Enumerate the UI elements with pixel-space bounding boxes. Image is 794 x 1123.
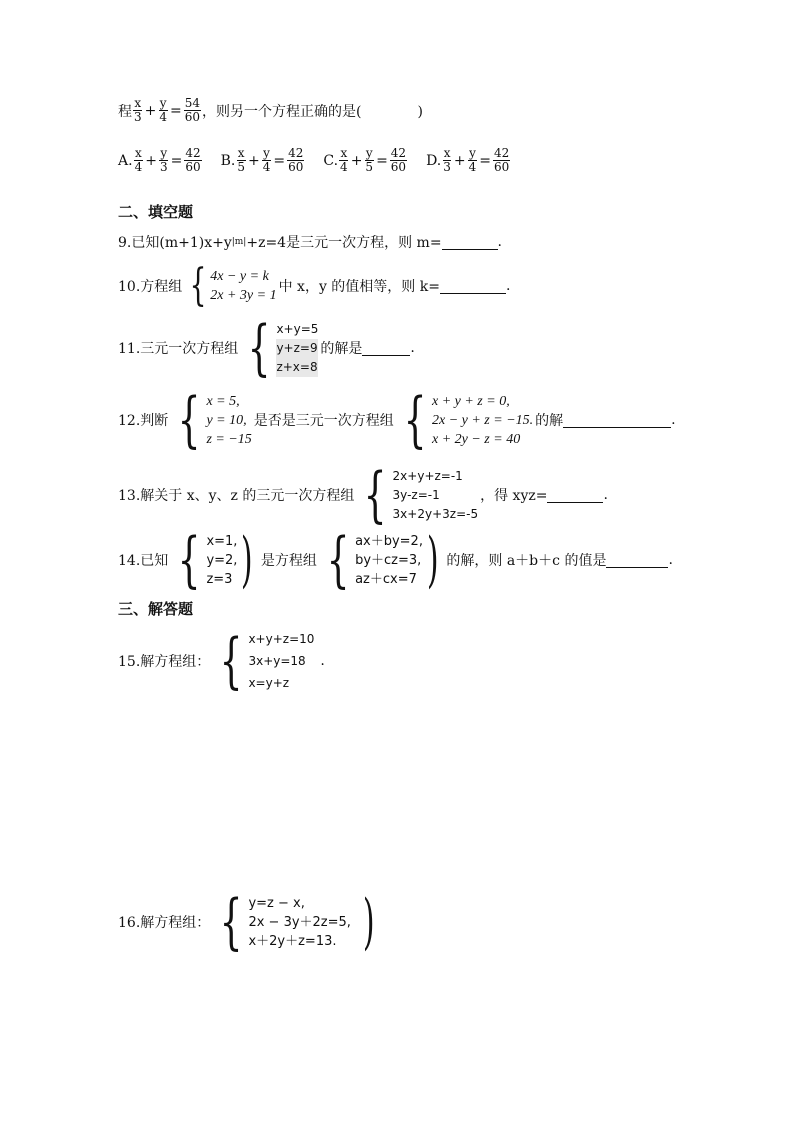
q10-text-2: 中 x，y 的值相等，则 k= [278,279,440,295]
section-title-solve: 三、解答题 [118,600,194,618]
plus-sign: + [350,152,363,169]
q13-text: 13.解关于 x、y、z 的三元一次方程组 [118,488,355,504]
plus-sign: + [145,152,157,169]
option-label: B. [220,152,236,169]
equals-sign: = [170,102,182,119]
q8-suffix: ，则另一个方程正确的是( ) [202,103,423,120]
question-14 [118,525,673,595]
fraction: $\frac{y}{3}$ [159,146,168,174]
fraction: $\frac{x}{4}$ [134,146,143,174]
period: . [671,412,676,428]
option-label: A. [118,152,133,169]
section-title-fill-in: 二、填空题 [118,203,194,221]
question-16 [118,887,382,957]
equation-system: { x+y=5 y+z=9 z+x=8 [247,313,319,383]
equation-system: { x+y+z=10 3x+y=18 x=y+z [219,626,315,696]
period: . [410,340,415,356]
fraction: $\frac{y}{4}$ [262,146,271,174]
fraction: $\frac{42}{60}$ [185,146,201,174]
equals-sign: = [170,152,183,169]
q14-text-2: 是方程组 [260,553,317,569]
q9-exponent: |m| [231,237,247,247]
period: . [668,552,673,568]
q11-text: 11.三元一次方程组 [118,341,239,357]
period: . [497,234,502,250]
fraction: $\frac{42}{60}$ [288,146,304,174]
q8-options [118,147,529,174]
equation-system: { ax＋by=2, by＋cz=3, az＋cx=7 ) [326,525,439,595]
answer-blank[interactable] [362,341,410,356]
option-label: D. [426,152,442,169]
q12-text: 12.判断 [118,413,169,429]
answer-blank[interactable] [547,488,603,503]
fraction: $\frac{y}{5}$ [365,146,374,174]
equals-sign: = [479,152,492,169]
answer-blank[interactable] [606,553,668,568]
q16-text: 16.解方程组： [118,915,211,931]
question-13 [118,460,608,530]
q8-tail [118,97,423,124]
question-10 [118,260,511,311]
q12-text-3: 的解 [535,413,564,429]
q9-text: 9.已知(m+1)x+y [118,235,232,251]
option-b[interactable] [221,147,306,174]
fraction: $\frac{x}{4}$ [340,146,348,174]
fraction: $\frac{54}{60}$ [184,96,201,124]
q12-text-2: 是否是三元一次方程组 [253,413,394,429]
q9-text-2: +z=4是三元一次方程，则 m= [246,235,442,251]
solution-set: { x=1, y=2, z=3 ) [177,525,254,595]
equals-sign: = [273,152,286,169]
q10-text: 10.方程组 [118,279,183,295]
plus-sign: + [453,152,466,169]
fraction: $\frac{x}{3}$ [443,146,451,174]
option-label: C. [323,152,339,169]
fraction: $\frac{42}{60}$ [494,146,510,174]
answer-blank[interactable] [442,235,498,250]
fraction: $\frac{x}{5}$ [237,146,245,174]
period: . [505,278,511,294]
q14-text-3: 的解，则 a＋b＋c 的值是 [446,553,607,569]
answer-blank[interactable] [440,279,506,294]
equals-sign: = [376,152,388,169]
q11-text-2: 的解是 [320,341,363,357]
period: . [603,487,608,503]
question-9 [118,232,502,252]
q8-prefix: 程 [118,103,132,120]
option-c[interactable] [323,147,408,174]
option-d[interactable] [426,147,511,174]
q15-text: 15.解方程组： [118,654,211,670]
fraction: $\frac{y}{4}$ [468,146,477,174]
q13-text-2: ，得 xyz= [480,488,548,504]
answer-blank[interactable] [563,413,671,428]
q14-text: 14.已知 [118,553,169,569]
option-a[interactable] [118,147,203,174]
fraction: $\frac{y}{4}$ [159,96,168,124]
equation-system: { y=z − x, 2x − 3y＋2z=5, x＋2y＋z=13. ) [219,887,375,957]
fraction: $\frac{x}{3}$ [134,96,142,124]
question-11 [118,313,415,383]
plus-sign: + [247,152,260,169]
period: . [320,653,325,669]
equation-system: { 2x+y+z=-1 3y-z=-1 3x+2y+3z=-5 [363,460,479,530]
question-15 [118,628,325,694]
fraction: $\frac{42}{60}$ [390,146,407,174]
solution-set: { x = 5, y = 10, z = −15 [177,385,252,455]
equation-system: { x + y + z = 0, 2x − y + z = −15. x + 2y − z = 40 [403,385,534,455]
question-12 [118,385,676,455]
plus-sign: + [144,102,157,119]
equation-system: { 4x − y = k 2x + 3y = 1 [189,260,277,311]
